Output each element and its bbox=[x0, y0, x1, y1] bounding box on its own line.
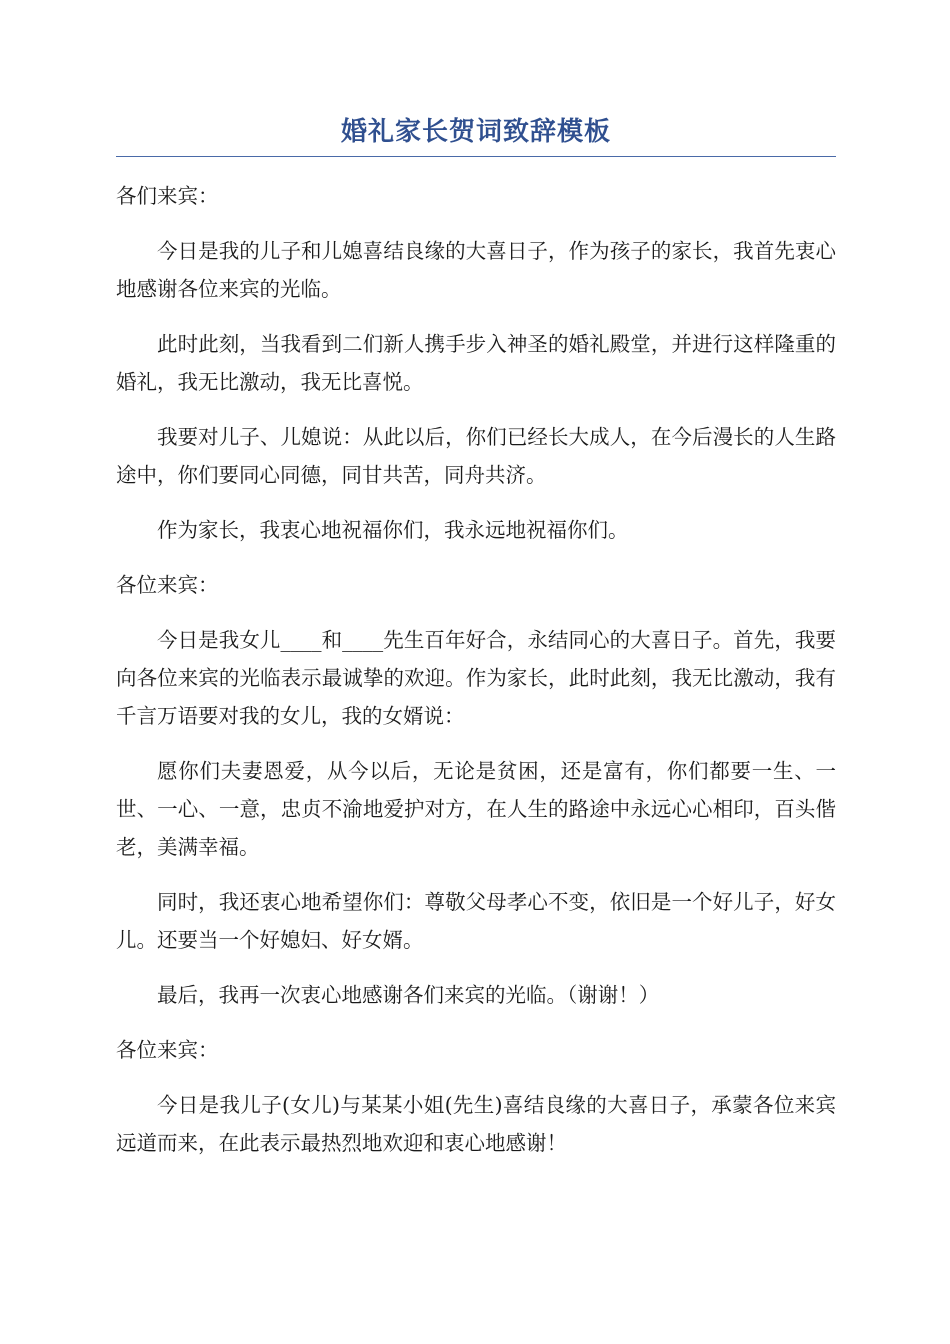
paragraph-6: 愿你们夫妻恩爱，从今以后，无论是贫困，还是富有，你们都要一生、一世、一心、一意，忠贞不渝地爱护对方，在人生的路途中永远心心相印，百头偕老，美满幸福。 bbox=[116, 759, 836, 859]
title-underline bbox=[116, 156, 836, 157]
paragraph-1: 今日是我的儿子和儿媳喜结良缘的大喜日子，作为孩子的家长，我首先衷心地感谢各位来宾的光临。 bbox=[116, 239, 836, 301]
document-page bbox=[116, 112, 836, 1179]
paragraph-3: 我要对儿子、儿媳说：从此以后，你们已经长大成人，在今后漫长的人生路途中，你们要同心同德，同甘共苦，同舟共济。 bbox=[116, 425, 836, 487]
paragraph-salutation-2: 各位来宾： bbox=[116, 573, 219, 597]
paragraph-salutation-1: 各们来宾： bbox=[116, 184, 219, 208]
paragraph-5: 今日是我女儿____和____先生百年好合，永结同心的大喜日子。首先，我要向各位来宾的光临表示最诚挚的欢迎。作为家长，此时此刻，我无比激动，我有千言万语要对我的女儿，我的女婿说： bbox=[116, 628, 836, 728]
paragraph-4: 作为家长，我衷心地祝福你们，我永远地祝福你们。 bbox=[157, 518, 629, 542]
document-title: 婚礼家长贺词致辞模板 bbox=[340, 117, 611, 147]
paragraph-2: 此时此刻，当我看到二们新人携手步入神圣的婚礼殿堂，并进行这样隆重的婚礼，我无比激动，我无比喜悦。 bbox=[116, 332, 836, 394]
paragraph-salutation-3: 各位来宾： bbox=[116, 1038, 219, 1062]
paragraph-7: 同时，我还衷心地希望你们：尊敬父母孝心不变，依旧是一个好儿子，好女儿。还要当一个好媳妇、好女婿。 bbox=[116, 890, 836, 952]
paragraph-9: 今日是我儿子(女儿)与某某小姐(先生)喜结良缘的大喜日子，承蒙各位来宾远道而来，在此表示最热烈地欢迎和衷心地感谢！ bbox=[116, 1093, 836, 1155]
paragraph-8: 最后，我再一次衷心地感谢各们来宾的光临。（谢谢！） bbox=[157, 983, 660, 1007]
